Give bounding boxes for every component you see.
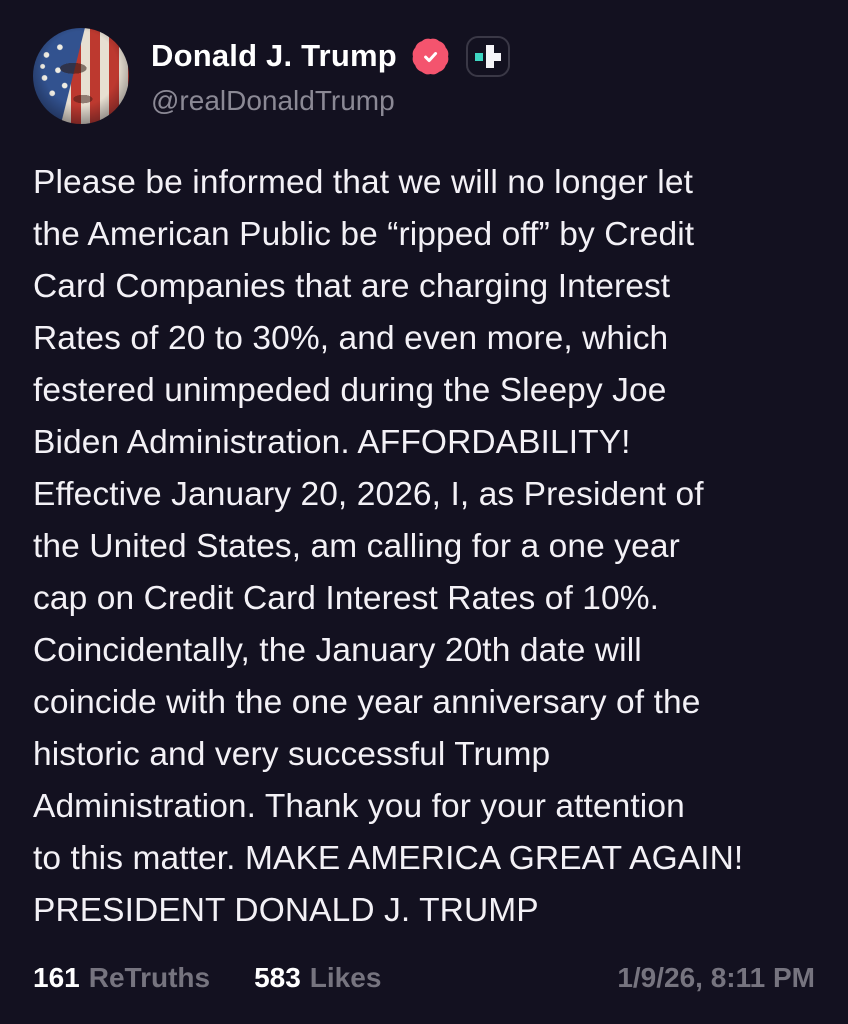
- retruths-stat[interactable]: [33, 962, 210, 994]
- display-name[interactable]: Donald J. Trump: [151, 38, 397, 73]
- timestamp: 1/9/26, 8:11 PM: [617, 962, 815, 993]
- likes-count: 583: [254, 962, 301, 993]
- post-text-line: Effective January 20, 2026, I, as President of: [33, 476, 704, 513]
- post-text-line: Coincidentally, the January 20th date will: [33, 632, 642, 669]
- post-text-line: Rates of 20 to 30%, and even more, which: [33, 320, 669, 357]
- post-text-line: Biden Administration. AFFORDABILITY!: [33, 424, 631, 461]
- post-text: [33, 157, 815, 937]
- post-text-line: the American Public be “ripped off” by Credit: [33, 216, 695, 253]
- post-footer: [33, 962, 815, 994]
- post-text-line: to this matter. MAKE AMERICA GREAT AGAIN!: [33, 840, 744, 877]
- post-text-line: coincide with the one year anniversary of the: [33, 684, 701, 721]
- likes-label: Likes: [309, 962, 382, 993]
- verified-badge-icon: [412, 38, 449, 75]
- retruths-count: 161: [33, 962, 80, 993]
- post-header: [33, 28, 815, 124]
- post-text-line: PRESIDENT DONALD J. TRUMP: [33, 892, 539, 929]
- retruths-label: ReTruths: [88, 962, 211, 993]
- name-row: [151, 36, 510, 77]
- post-text-line: Administration. Thank you for your attention: [33, 788, 685, 825]
- post-text-line: historic and very successful Trump: [33, 736, 551, 773]
- post-text-line: the United States, am calling for a one year: [33, 528, 680, 565]
- post-text-line: Card Companies that are charging Interest: [33, 268, 671, 305]
- author-block: [151, 36, 510, 117]
- avatar[interactable]: [33, 28, 129, 124]
- post-text-line: cap on Credit Card Interest Rates of 10%.: [33, 580, 660, 617]
- post-text-line: Please be informed that we will no longer let: [33, 164, 693, 201]
- truth-social-plus-icon[interactable]: [466, 36, 510, 77]
- post-text-line: festered unimpeded during the Sleepy Joe: [33, 372, 667, 409]
- likes-stat[interactable]: [254, 962, 381, 994]
- user-handle[interactable]: @realDonaldTrump: [151, 84, 395, 116]
